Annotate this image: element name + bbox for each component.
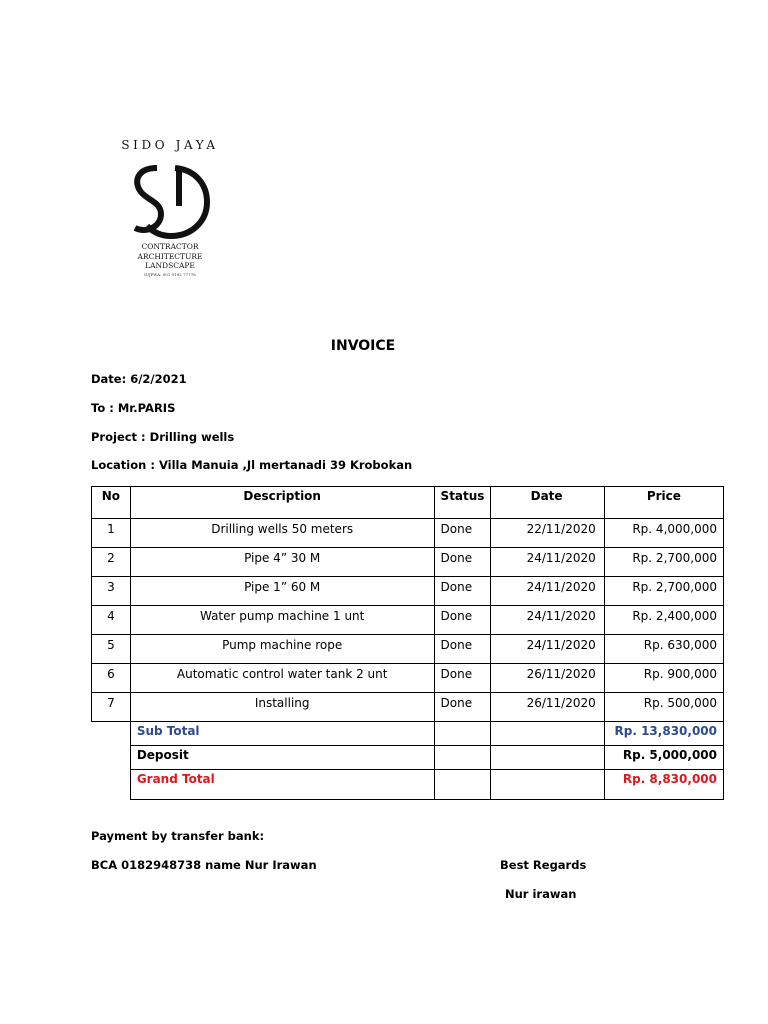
subtotal-row <box>92 722 724 746</box>
row-date: 24/11/2020 <box>491 606 604 635</box>
header-date: Date <box>491 487 604 519</box>
row-no: 4 <box>92 606 131 635</box>
row-description: Pump machine rope <box>130 635 434 664</box>
row-description: Pipe 1” 60 M <box>130 577 434 606</box>
invoice-project: Project : Drilling wells <box>91 430 235 444</box>
subtotal-label: Sub Total <box>130 722 434 746</box>
row-price: Rp. 2,400,000 <box>604 606 723 635</box>
company-license: IUJPWA: 001 5192 77776 <box>144 271 196 277</box>
row-status: Done <box>434 519 491 548</box>
sj-monogram-icon <box>127 162 213 240</box>
invoice-date: Date: 6/2/2021 <box>91 372 187 386</box>
row-status: Done <box>434 606 491 635</box>
company-name: SIDO JAYA <box>121 138 219 152</box>
row-status: Done <box>434 548 491 577</box>
company-tagline: CONTRACTOR ARCHITECTURE LANDSCAPE <box>137 242 203 270</box>
closing-text: Best Regards <box>500 858 587 872</box>
row-no: 5 <box>92 635 131 664</box>
blank-cell <box>491 722 604 746</box>
row-price: Rp. 500,000 <box>604 693 723 722</box>
blank-cell <box>434 746 491 770</box>
deposit-value: Rp. 5,000,000 <box>604 746 723 770</box>
row-price: Rp. 630,000 <box>604 635 723 664</box>
header-description: Description <box>130 487 434 519</box>
blank-cell <box>92 746 131 770</box>
deposit-label: Deposit <box>130 746 434 770</box>
row-description: Automatic control water tank 2 unt <box>130 664 434 693</box>
table-row <box>92 693 724 722</box>
grandtotal-value: Rp. 8,830,000 <box>604 770 723 800</box>
grandtotal-row <box>92 770 724 800</box>
table-row <box>92 664 724 693</box>
row-no: 7 <box>92 693 131 722</box>
row-date: 24/11/2020 <box>491 635 604 664</box>
row-date: 24/11/2020 <box>491 577 604 606</box>
payment-account: BCA 0182948738 name Nur Irawan <box>91 858 317 872</box>
row-date: 24/11/2020 <box>491 548 604 577</box>
header-status: Status <box>434 487 491 519</box>
invoice-items-table <box>91 486 724 800</box>
row-status: Done <box>434 577 491 606</box>
row-description: Water pump machine 1 unt <box>130 606 434 635</box>
blank-cell <box>434 722 491 746</box>
row-description: Installing <box>130 693 434 722</box>
header-no: No <box>92 487 131 519</box>
company-logo <box>110 138 230 277</box>
blank-cell <box>491 770 604 800</box>
row-price: Rp. 4,000,000 <box>604 519 723 548</box>
invoice-title: INVOICE <box>330 338 396 354</box>
blank-cell <box>434 770 491 800</box>
header-price: Price <box>604 487 723 519</box>
row-no: 2 <box>92 548 131 577</box>
row-no: 6 <box>92 664 131 693</box>
table-row <box>92 577 724 606</box>
row-no: 3 <box>92 577 131 606</box>
row-status: Done <box>434 664 491 693</box>
row-date: 22/11/2020 <box>491 519 604 548</box>
table-row <box>92 519 724 548</box>
row-price: Rp. 900,000 <box>604 664 723 693</box>
row-description: Pipe 4” 30 M <box>130 548 434 577</box>
row-status: Done <box>434 693 491 722</box>
table-row <box>92 548 724 577</box>
signatory-name: Nur irawan <box>505 887 577 901</box>
grandtotal-label: Grand Total <box>130 770 434 800</box>
row-date: 26/11/2020 <box>491 664 604 693</box>
row-date: 26/11/2020 <box>491 693 604 722</box>
blank-cell <box>92 770 131 800</box>
subtotal-value: Rp. 13,830,000 <box>604 722 723 746</box>
row-status: Done <box>434 635 491 664</box>
table-row <box>92 606 724 635</box>
row-no: 1 <box>92 519 131 548</box>
row-price: Rp. 2,700,000 <box>604 548 723 577</box>
invoice-location: Location : Villa Manuia ,Jl mertanadi 39 Krobokan <box>91 458 413 472</box>
payment-heading: Payment by transfer bank: <box>91 829 265 843</box>
row-price: Rp. 2,700,000 <box>604 577 723 606</box>
deposit-row <box>92 746 724 770</box>
blank-cell <box>491 746 604 770</box>
table-row <box>92 635 724 664</box>
blank-cell <box>92 722 131 746</box>
table-header-row <box>92 487 724 519</box>
invoice-recipient: To : Mr.PARIS <box>91 401 176 415</box>
row-description: Drilling wells 50 meters <box>130 519 434 548</box>
